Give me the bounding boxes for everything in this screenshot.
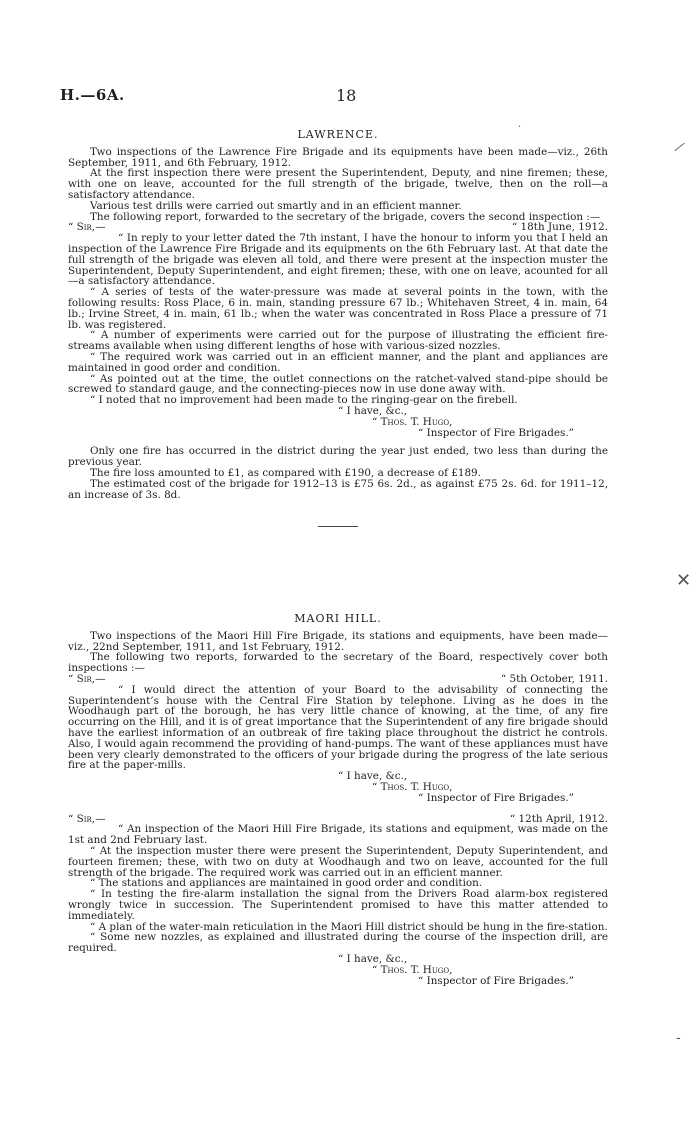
signoff: “ I have, &c.,: [338, 952, 408, 965]
report-paragraph: “ A series of tests of the water-pressure was made at several points in the town, with the following results: Ross Place, 6 in. main, standing pressure 67 lb.; Whitehaven Street, 4 in. main, 64 lb.; Irvine Street, 4 in. main, 61 lb.; when the water was concentrated in Ross Place a pressure of 71 lb. was registered.: [68, 286, 608, 331]
margin-mark-icon: ‑: [676, 1030, 681, 1046]
signature-role: “ Inspector of Fire Brigades.”: [418, 791, 574, 804]
salutation: “ Sir,—: [68, 812, 106, 825]
signature-role: “ Inspector of Fire Brigades.”: [418, 974, 574, 987]
report-paragraph: “ I would direct the attention of your Board to the advisability of connecting the Superintendent’s house with the Central Fire Station by telephone. Living as he does in the Woodhaugh part of the borough, he has very little chance of knowing, at the time, of any fire occurring on the Hill, and it is of great importance that the Superintendent of any fire brigade should have the earliest information of an outbreak of fire taking place throughout the district he controls. Also, I would again recommend the providing of hand-pumps. The want of these appliances must have been very clearly demonstrated to the officers of your brigade during the progress of the late serious fire at the paper-mills.: [68, 683, 608, 772]
letter-date: “ 18th June, 1912.: [511, 221, 608, 234]
section-divider: [318, 526, 358, 527]
paragraph: The following report, forwarded to the secretary of the brigade, covers the second inspection :—: [90, 210, 601, 223]
report-paragraph: “ As pointed out at the time, the outlet connections on the ratchet-valved stand-pipe should be screwed to standard gauge, and the connecting-pieces now in use done away with.: [68, 372, 608, 396]
paragraph: The following two reports, forwarded to the secretary of the Board, respectively cover both inspections :—: [68, 651, 608, 675]
letter-date: “ 12th April, 1912.: [509, 812, 608, 825]
paragraph: Various test drills were carried out smartly and in an efficient manner.: [90, 199, 462, 212]
section-maori-hill: [68, 614, 608, 986]
report-paragraph: “ The stations and appliances are maintained in good order and condition.: [90, 877, 483, 890]
margin-mark-icon: ✕: [676, 570, 692, 591]
section-lawrence: [68, 130, 608, 527]
signature-name: “ Thos. T. Hugo,: [372, 415, 453, 428]
paragraph: The estimated cost of the brigade for 1912–13 is £75 6s. 2d., as against £75 2s. 6d. for 1911–12, an increase of 3s. 8d.: [68, 477, 608, 501]
letter-date: “ 5th October, 1911.: [500, 672, 608, 685]
signoff: “ I have, &c.,: [338, 404, 408, 417]
margin-mark-icon: ·: [518, 122, 522, 133]
paragraph: Two inspections of the Lawrence Fire Brigade and its equipments have been made—viz., 26th September, 1911, and 6th February, 1912.: [68, 145, 608, 169]
report-paragraph: “ In reply to your letter dated the 7th instant, I have the honour to inform you that I held an inspection of the Lawrence Fire Brigade and its equipments on the 6th February last. At that date the full strength of the brigade was eleven all told, and there were present at the inspection muster the Superintendent, Deputy Superintendent, and eight firemen; these, with one on leave, acounted for all—a satisfactory attendance.: [68, 232, 608, 288]
paragraph: The fire loss amounted to £1, as compared with £190, a decrease of £189.: [90, 466, 481, 479]
paragraph: Only one fire has occurred in the district during the year just ended, two less than during the previous year.: [68, 445, 608, 469]
document-reference: H.—6A.: [60, 86, 125, 104]
report-paragraph: “ A number of experiments were carried out for the purpose of illustrating the efficient fire-streams available when using different lengths of hose with various-sized nozzles.: [68, 329, 608, 353]
margin-mark-icon: ⁄: [675, 140, 684, 156]
paragraph: Two inspections of the Maori Hill Fire Brigade, its stations and equipments, have been made—viz., 22nd September, 1911, and 1st February, 1912.: [68, 629, 608, 653]
report-paragraph: “ The required work was carried out in an efficient manner, and the plant and appliances are maintained in good order and condition.: [68, 350, 608, 374]
section-title: LAWRENCE.: [297, 128, 379, 141]
report-paragraph: “ I noted that no improvement had been made to the ringing-gear on the firebell.: [90, 394, 518, 407]
report-paragraph: “ In testing the fire-alarm installation the signal from the Drivers Road alarm-box registered wrongly twice in succession. The Superintendent promised to have this matter attended to immediately.: [68, 888, 608, 922]
signature-name: “ Thos. T. Hugo,: [372, 963, 453, 976]
salutation: “ Sir,—: [68, 221, 106, 234]
report-paragraph: “ A plan of the water-main reticulation in the Maori Hill district should be hung in the fire-station.: [90, 920, 608, 933]
signature-role: “ Inspector of Fire Brigades.”: [418, 426, 574, 439]
paragraph: At the first inspection there were present the Superintendent, Deputy, and nine firemen; these, with one on leave, accounted for the full strength of the brigade, twelve, then on the roll—a satisfactory attendance.: [68, 167, 608, 201]
page-number: 18: [336, 86, 357, 105]
section-title: MAORI HILL.: [294, 612, 382, 625]
report-paragraph: “ Some new nozzles, as explained and illustrated during the course of the inspection drill, are required.: [68, 931, 608, 955]
signoff: “ I have, &c.,: [338, 770, 408, 783]
salutation: “ Sir,—: [68, 672, 106, 685]
signature-name: “ Thos. T. Hugo,: [372, 780, 453, 793]
report-paragraph: “ At the inspection muster there were present the Superintendent, Deputy Superintendent, and fourteen firemen; these, with two on duty at Woodhaugh and two on leave, accounted for the full strength of the brigade. The required work was carried out in an efficient manner.: [68, 844, 608, 879]
report-paragraph: “ An inspection of the Maori Hill Fire Brigade, its stations and equipment, was made on the 1st and 2nd February last.: [68, 823, 608, 847]
